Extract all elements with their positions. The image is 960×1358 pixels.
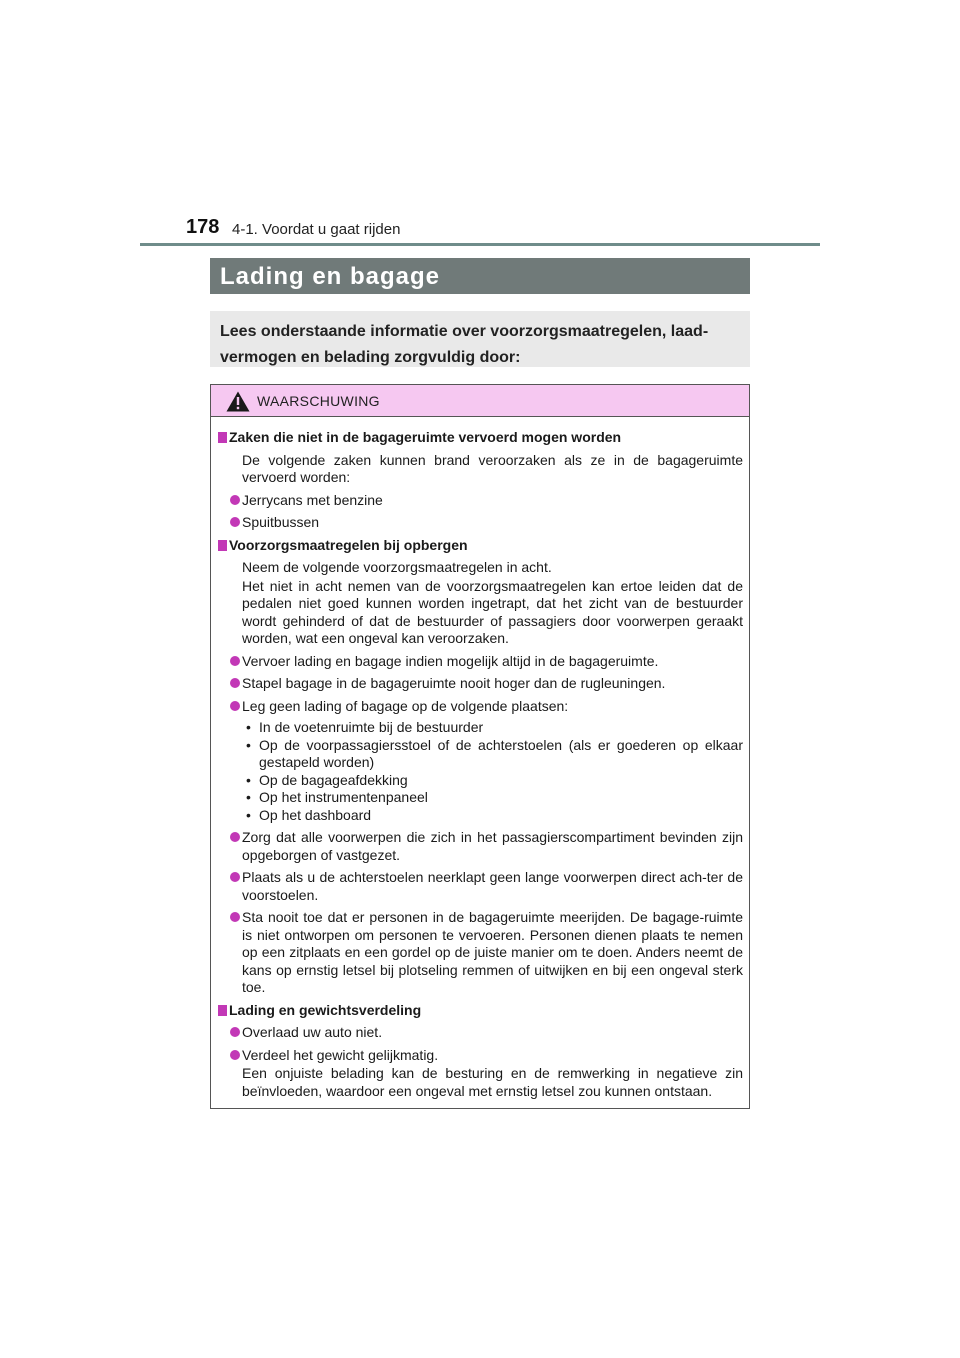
circle-bullet-icon <box>230 656 240 666</box>
page-header <box>140 212 820 246</box>
warning-bullet-item <box>218 1024 743 1042</box>
warning-heading-text: Lading en gewichtsverdeling <box>229 1001 422 1018</box>
page-number: 178 <box>186 216 220 238</box>
square-bullet-icon <box>218 1005 227 1016</box>
warning-paragraph <box>218 578 743 648</box>
warning-bullet-text: Zorg dat alle voorwerpen die zich in het passagierscompartiment bevinden zijn opgeborgen of vastgezet. <box>242 829 743 863</box>
dot-marker-icon: • <box>246 806 251 823</box>
warning-bullet-item <box>218 829 743 864</box>
circle-bullet-icon <box>230 912 240 922</box>
warning-heading <box>218 537 743 555</box>
header-rule <box>140 243 820 246</box>
warning-bullet-text: Plaats als u de achterstoelen neerklapt geen lange voorwerpen direct ach-ter de voorstoelen. <box>242 869 743 903</box>
warning-bullet-text: Spuitbussen <box>242 514 320 530</box>
sub-list-text: Op de voorpassagiersstoel of de achterstoelen (als er goederen op elkaar gestapeld worden) <box>259 736 743 770</box>
warning-paragraph-text: Een onjuiste belading kan de besturing en de remwerking in negatieve zin beïnvloeden, waardoor een ongeval met ernstig letsel zou kunnen ontstaan. <box>242 1065 743 1099</box>
circle-bullet-icon <box>230 701 240 711</box>
warning-paragraph <box>218 1065 743 1100</box>
warning-bullet-text: Jerrycans met benzine <box>242 491 383 508</box>
sub-list-text: Op de bagageafdekking <box>259 771 408 788</box>
chapter-title: 4-1. Voordat u gaat rijden <box>232 221 401 238</box>
warning-bullet-text: Vervoer lading en bagage indien mogelijk altijd in de bagageruimte. <box>242 652 659 669</box>
warning-heading-text: Zaken die niet in de bagageruimte vervoerd mogen worden <box>229 429 622 445</box>
circle-bullet-icon <box>230 678 240 688</box>
warning-bullet-text: Stapel bagage in de bagageruimte nooit hoger dan de rugleuningen. <box>242 675 666 691</box>
sub-list-item <box>242 807 743 825</box>
warning-body <box>211 417 749 1100</box>
warning-bullet-item <box>218 492 743 510</box>
square-bullet-icon <box>218 432 227 443</box>
sub-list-item <box>242 789 743 807</box>
square-bullet-icon <box>218 540 227 551</box>
warning-paragraph-text: Neem de volgende voorzorgsmaatregelen in acht. <box>242 559 552 575</box>
sub-list-item <box>242 719 743 737</box>
sub-list-item <box>242 737 743 772</box>
warning-bullet-item <box>218 675 743 693</box>
section-title: Lading en bagage <box>210 258 750 294</box>
warning-bullet-item <box>218 698 743 825</box>
warning-label: WAARSCHUWING <box>257 393 380 409</box>
warning-paragraph <box>218 452 743 487</box>
circle-bullet-icon <box>230 872 240 882</box>
warning-bullet-text: Leg geen lading of bagage op de volgende plaatsen: <box>242 697 569 714</box>
warning-paragraph-text: Het niet in acht nemen van de voorzorgsmaatregelen kan ertoe leiden dat de pedalen niet goed kunnen worden ingetrapt, dat het zicht van de bestuurder wordt gehinderd of dat de bestuurder of passagiers door voorwerpen geraakt worden, wat een ongeval kan veroorzaken. <box>242 577 743 646</box>
warning-triangle-icon <box>226 391 250 412</box>
warning-bullet-item <box>218 653 743 671</box>
sub-list-text: In de voetenruimte bij de bestuurder <box>259 719 484 735</box>
warning-bullet-item <box>218 909 743 997</box>
circle-bullet-icon <box>230 517 240 527</box>
dot-marker-icon: • <box>246 719 251 735</box>
circle-bullet-icon <box>230 1050 240 1060</box>
sub-list-text: Op het instrumentenpaneel <box>259 789 428 805</box>
warning-paragraph <box>218 559 743 577</box>
dot-marker-icon: • <box>246 736 251 753</box>
circle-bullet-icon <box>230 1027 240 1037</box>
circle-bullet-icon <box>230 495 240 505</box>
warning-bullet-item <box>218 869 743 904</box>
intro-text: Lees onderstaande informatie over voorzorgsmaatregelen, laad-vermogen en belading zorgvuldig door: <box>220 323 709 366</box>
warning-bullet-text: Verdeel het gewicht gelijkmatig. <box>242 1046 439 1063</box>
intro-box <box>210 311 750 367</box>
dot-marker-icon: • <box>246 771 251 788</box>
warning-heading <box>218 1002 743 1020</box>
sub-list <box>218 719 743 824</box>
warning-header <box>211 385 749 417</box>
warning-heading-text: Voorzorgsmaatregelen bij opbergen <box>229 536 468 553</box>
warning-box <box>210 384 750 1109</box>
warning-bullet-text: Overlaad uw auto niet. <box>242 1024 383 1040</box>
warning-bullet-item <box>218 514 743 532</box>
warning-paragraph-text: De volgende zaken kunnen brand veroorzaken als ze in de bagageruimte vervoerd worden: <box>242 451 743 485</box>
warning-bullet-text: Sta nooit toe dat er personen in de bagageruimte meerijden. De bagage-ruimte is niet ontworpen om personen te vervoeren. Personen dienen plaats te nemen op een zitplaats en een gordel op de juiste manier om te doen. Anders neemt de kans op ernstig letsel bij plotseling remmen of uitwijken en bij een ongeval sterk toe. <box>242 909 743 995</box>
sub-list-text: Op het dashboard <box>259 806 372 823</box>
dot-marker-icon: • <box>246 789 251 805</box>
warning-bullet-item <box>218 1047 743 1065</box>
warning-heading <box>218 429 743 447</box>
circle-bullet-icon <box>230 832 240 842</box>
sub-list-item <box>242 772 743 790</box>
